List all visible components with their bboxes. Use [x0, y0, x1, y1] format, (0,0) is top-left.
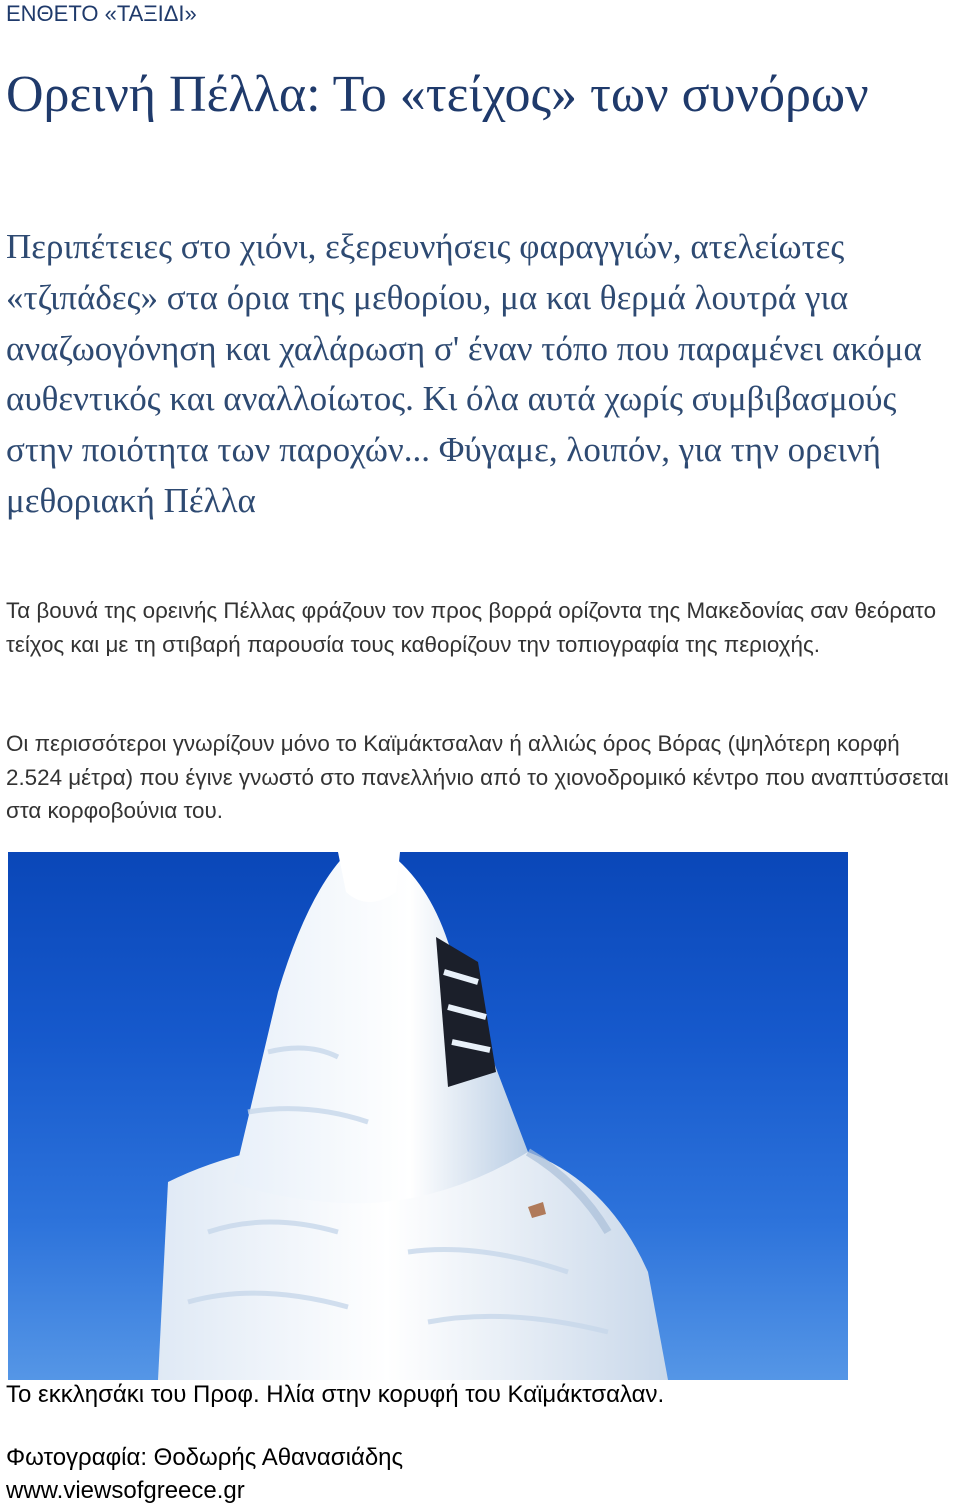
snow-covered-chapel-illustration [8, 852, 848, 1380]
body-paragraph-2: Οι περισσότεροι γνωρίζουν μόνο το Καϊμάκτσαλαν ή αλλιώς όρος Βόρας (ψηλότερη κορφή 2.524 μέτρα) που έγινε γνωστό στο πανελλήνιο από το χιονοδρομικό κέντρο που αναπτύσσεται στα κορφοβούνια του. [6, 731, 949, 823]
body-paragraph-1: Τα βουνά της ορεινής Πέλλας φράζουν τον προς βορρά ορίζοντα της Μακεδονίας σαν θεόρατο τείχος και με τη στιβαρή παρουσία τους καθορίζουν την τοπιογραφία της περιοχής. [6, 598, 937, 657]
section-label: ΕΝΘΕΤΟ «ΤΑΞΙΔΙ» [6, 1, 197, 26]
article-lead: Περιπέτειες στο χιόνι, εξερευνήσεις φαραγγιών, ατελείωτες «τζιπάδες» στα όρια της μεθορίου, μα και θερμά λουτρά για αναζωογόνηση και χαλάρωση σ' έναν τόπο που παραμένει ακόμα αυθεντικός και αναλλοίωτος. Κι όλα αυτά χωρίς συμβιβασμούς στην ποιότητα των παροχών... Φύγαμε, λοιπόν, για την ορεινή μεθοριακή Πέλλα [6, 227, 922, 520]
photo-caption: Το εκκλησάκι του Προφ. Ηλία στην κορυφή του Καϊμάκτσαλαν. [6, 1381, 665, 1408]
photo-credit: Φωτογραφία: Θοδωρής Αθανασιάδης [6, 1444, 404, 1471]
chapel-photo [8, 852, 848, 1380]
photo-source: www.viewsofgreece.gr [6, 1477, 245, 1504]
article-title: Ορεινή Πέλλα: Το «τείχος» των συνόρων [6, 66, 869, 123]
